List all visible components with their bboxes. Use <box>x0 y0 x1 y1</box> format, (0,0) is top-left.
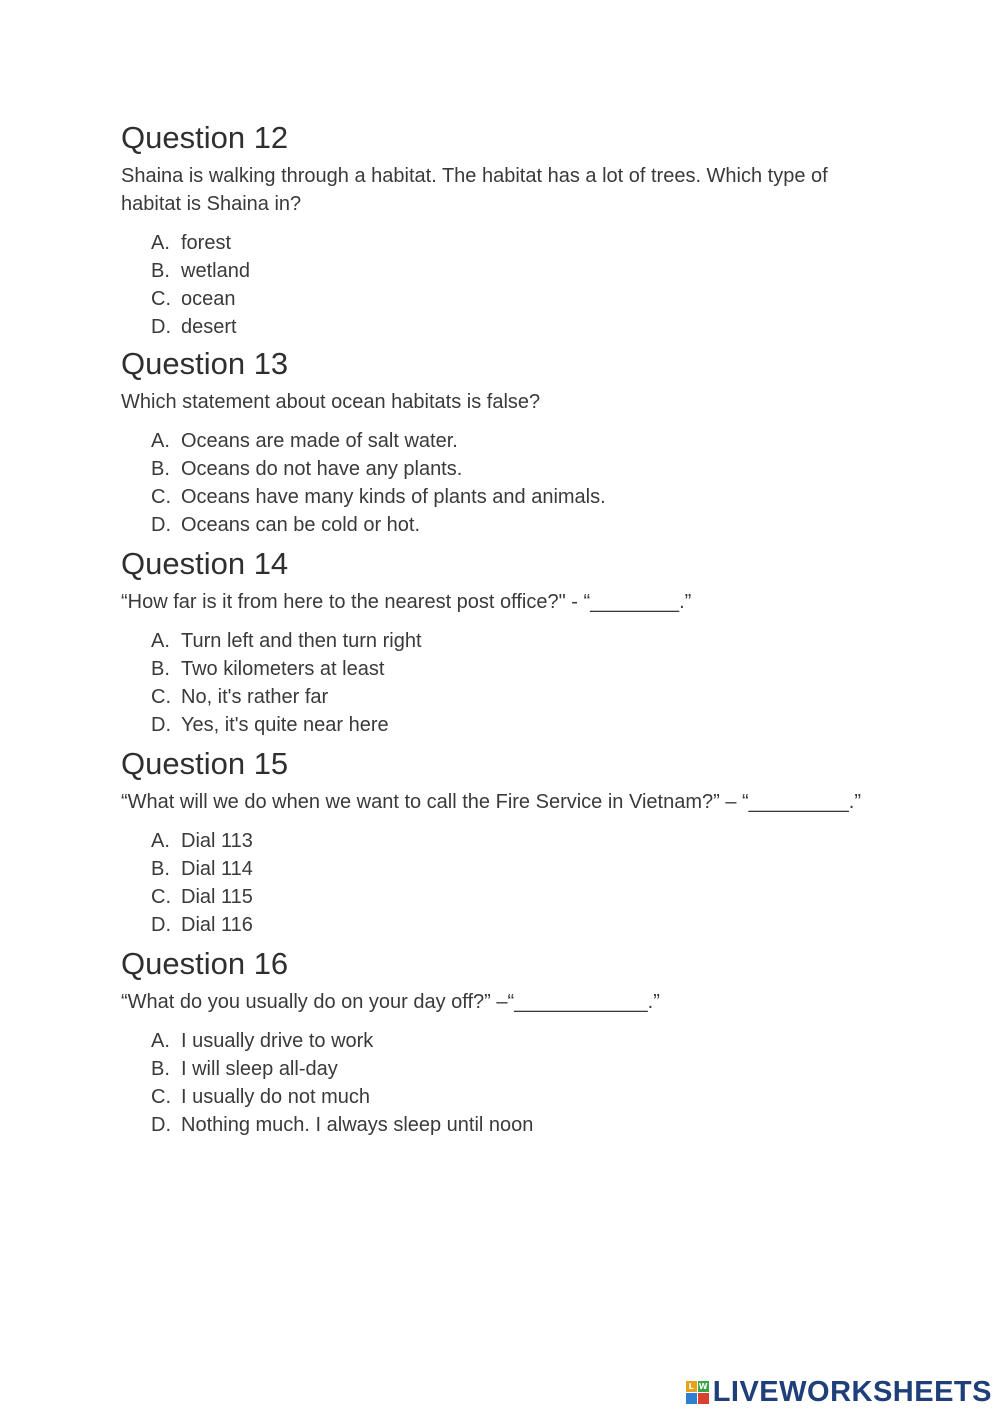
option-letter: B. <box>151 1058 170 1080</box>
option-text: Yes, it's quite near here <box>181 714 389 736</box>
answer-option-d[interactable] <box>151 1111 881 1139</box>
question-15 <box>121 744 881 944</box>
answer-option-a[interactable] <box>151 1027 881 1055</box>
question-title: Question 12 <box>121 120 289 155</box>
option-text: No, it's rather far <box>181 686 329 708</box>
answer-option-b[interactable] <box>151 257 881 285</box>
option-text: Nothing much. I always sleep until noon <box>181 1114 534 1136</box>
question-12 <box>121 118 881 344</box>
option-letter: B. <box>151 458 170 480</box>
question-title: Question 14 <box>121 546 289 581</box>
option-text: I usually drive to work <box>181 1030 374 1052</box>
option-letter: A. <box>151 830 170 852</box>
question-prompt: “How far is it from here to the nearest post office?" - “________.” <box>121 591 692 613</box>
option-text: Dial 113 <box>181 830 253 852</box>
answer-options <box>121 229 881 341</box>
option-text: I usually do not much <box>181 1086 370 1108</box>
option-text: forest <box>181 232 232 254</box>
answer-option-b[interactable] <box>151 1055 881 1083</box>
option-text: Oceans can be cold or hot. <box>181 514 421 536</box>
question-title: Question 16 <box>121 946 289 981</box>
option-text: Oceans are made of salt water. <box>181 430 458 452</box>
question-prompt: “What do you usually do on your day off?” –“____________.” <box>121 991 660 1013</box>
option-letter: D. <box>151 316 171 338</box>
option-letter: C. <box>151 486 171 508</box>
logo-block: W <box>698 1381 708 1391</box>
option-letter: B. <box>151 260 170 282</box>
option-letter: A. <box>151 232 170 254</box>
option-letter: D. <box>151 714 171 736</box>
option-letter: D. <box>151 914 171 936</box>
answer-option-b[interactable] <box>151 855 881 883</box>
question-prompt: Shaina is walking through a habitat. The habitat has a lot of trees. Which type of habitat is Shaina in? <box>121 165 828 215</box>
logo-block: L <box>686 1381 697 1392</box>
answer-option-d[interactable] <box>151 711 881 739</box>
answer-option-c[interactable] <box>151 483 881 511</box>
option-text: Turn left and then turn right <box>181 630 422 652</box>
question-16 <box>121 944 881 1144</box>
option-text: desert <box>181 316 237 338</box>
liveworksheets-logo <box>686 1377 992 1407</box>
question-prompt: Which statement about ocean habitats is false? <box>121 391 541 413</box>
answer-options <box>121 1027 881 1139</box>
logo-block <box>698 1393 709 1404</box>
option-letter: A. <box>151 1030 170 1052</box>
answer-option-b[interactable] <box>151 655 881 683</box>
option-text: Dial 114 <box>181 858 253 880</box>
option-text: Oceans do not have any plants. <box>181 458 463 480</box>
option-letter: D. <box>151 1114 171 1136</box>
answer-option-d[interactable] <box>151 511 881 539</box>
option-letter: C. <box>151 1086 171 1108</box>
answer-options <box>121 627 881 739</box>
answer-options <box>121 427 881 539</box>
question-prompt: “What will we do when we want to call the Fire Service in Vietnam?” – “_________.” <box>121 791 861 813</box>
answer-option-a[interactable] <box>151 229 881 257</box>
answer-option-c[interactable] <box>151 883 881 911</box>
answer-option-a[interactable] <box>151 627 881 655</box>
question-14 <box>121 544 881 744</box>
answer-option-c[interactable] <box>151 683 881 711</box>
logo-icon <box>686 1381 709 1404</box>
option-letter: B. <box>151 658 170 680</box>
option-text: wetland <box>181 260 250 282</box>
option-text: Dial 116 <box>181 914 253 936</box>
option-letter: A. <box>151 630 170 652</box>
option-letter: C. <box>151 288 171 310</box>
worksheet <box>121 118 881 1144</box>
question-title: Question 15 <box>121 746 289 781</box>
answer-option-b[interactable] <box>151 455 881 483</box>
answer-options <box>121 827 881 939</box>
option-letter: B. <box>151 858 170 880</box>
option-text: Two kilometers at least <box>181 658 385 680</box>
answer-option-a[interactable] <box>151 827 881 855</box>
option-letter: A. <box>151 430 170 452</box>
option-letter: C. <box>151 886 171 908</box>
option-letter: D. <box>151 514 171 536</box>
option-letter: C. <box>151 686 171 708</box>
answer-option-d[interactable] <box>151 911 881 939</box>
answer-option-d[interactable] <box>151 313 881 341</box>
answer-option-c[interactable] <box>151 285 881 313</box>
logo-block <box>686 1393 697 1404</box>
option-text: Oceans have many kinds of plants and animals. <box>181 486 606 508</box>
logo-text: LIVEWORKSHEETS <box>712 1376 992 1408</box>
question-13 <box>121 344 881 544</box>
option-text: Dial 115 <box>181 886 253 908</box>
question-title: Question 13 <box>121 346 289 381</box>
option-text: I will sleep all-day <box>181 1058 338 1080</box>
answer-option-c[interactable] <box>151 1083 881 1111</box>
option-text: ocean <box>181 288 236 310</box>
answer-option-a[interactable] <box>151 427 881 455</box>
